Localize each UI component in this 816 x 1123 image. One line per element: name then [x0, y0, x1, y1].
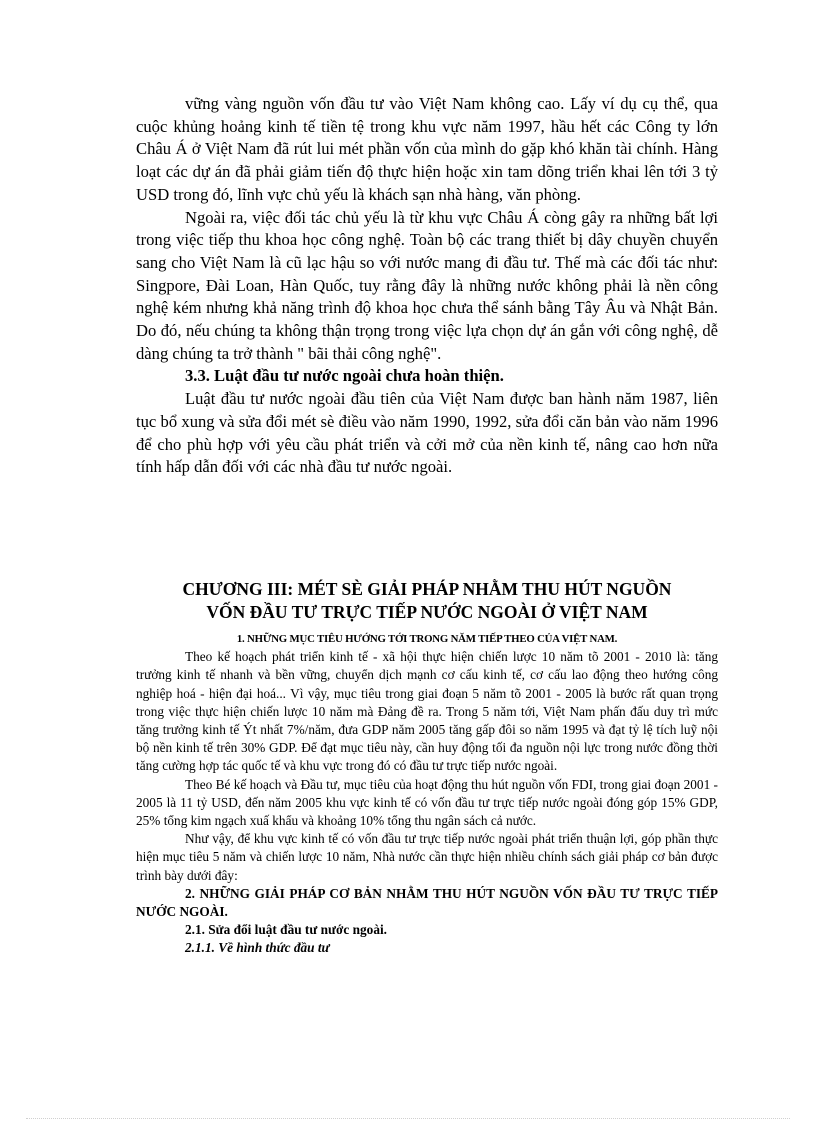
body-text-top	[136, 93, 718, 479]
heading-3-3: 3.3. Luật đầu tư nước ngoài chưa hoàn thiện.	[185, 366, 504, 386]
section-2-1-1-heading: 2.1.1. Về hình thức đầu tư	[185, 940, 330, 956]
chapter-title-line-1: CHƯƠNG III: MÉT SÈ GIẢI PHÁP NHẰM THU HÚT NGUỒN	[182, 579, 672, 599]
body-text-bottom	[136, 630, 718, 958]
paragraph-development-plan: Theo kế hoạch phát triển kinh tế - xã hội thực hiện chiến lược 10 năm tõ 2001 - 2010 là: tăng trưởng kinh tế nhanh và bền vững, chuyển dịch mạnh cơ cấu kinh tế, cơ cấu lao động theo hướng công nghiệp hoá - hiện đại hoá... Vì vậy, mục tiêu trong giai đoạn 5 năm tõ 2001 - 2005 là bước rất quan trọng trong việc thực hiện chiến lược 10 năm mà Đảng đề ra. Trong 5 năm tới, Việt Nam phấn đấu duy trì mức tăng trưởng kinh tế Ýt nhất 7%/năm, đưa GDP năm 2005 tăng gấp đôi so năm 1995 và đạt tỷ lệ tích luỹ nội bộ nền kinh tế trên 30% GDP. Để đạt mục tiêu này, cần huy động tối đa nguồn nội lực trong nước đồng thời tăng cường hợp tác quốc tế và khu vực trong đó có đầu tư trực tiếp nước ngoài.	[136, 649, 718, 774]
paragraph-fdi-targets: Theo Bé kế hoạch và Đầu tư, mục tiêu của hoạt động thu hút nguồn vốn FDI, trong giai đoạn 2001 - 2005 là 11 tỷ USD, đến năm 2005 khu vực kinh tế có vốn đầu tư trực tiếp nước ngoài đóng góp 15% GDP, 25% tổng kim ngạch xuấ khẩu và khoảng 10% tổng thu ngân sách cả nước.	[136, 776, 718, 829]
section-2-1-heading: 2.1. Sửa đổi luật đầu tư nước ngoài.	[185, 922, 387, 938]
chapter-title-line-2: VỐN ĐẦU TƯ TRỰC TIẾP NƯỚC NGOÀI Ở VIỆT NAM	[206, 602, 648, 622]
paragraph-capital-stability: vững vàng nguồn vốn đầu tư vào Việt Nam không cao. Lấy ví dụ cụ thể, qua cuộc khủng hoảng kinh tế tiền tệ trong khu vực năm 1997, hầu hết các Công ty lớn Châu Á ở Việt Nam đã rút lui mét phần vốn của mình do gặp khó khăn tài chính. Hàng loạt các dự án đã phải giảm tiến độ thực hiện hoặc xin tam dõng triển khai lên tới 3 tỷ USD trong đó, lĩnh vực chủ yếu là khách sạn nhà hàng, văn phòng.	[136, 94, 718, 204]
paragraph-policy-solutions: Như vậy, để khu vực kinh tế có vốn đầu tư trực tiếp nước ngoài phát triển thuận lợi, góp phần thực hiện mục tiêu 5 năm và chiến lược 10 năm, Nhà nước cần thực hiện nhiều chính sách giải pháp cơ bản được trình bày dưới đây:	[136, 831, 718, 883]
page-bottom-rule	[26, 1118, 790, 1119]
section-2-heading: 2. NHỮNG GIẢI PHÁP CƠ BẢN NHẰM THU HÚT NGUỒN VỐN ĐẦU TƯ TRỰC TIẾP NƯỚC NGOÀI.	[136, 885, 718, 920]
paragraph-foreign-investment-law: Luật đầu tư nước ngoài đầu tiên của Việt Nam được ban hành năm 1987, liên tục bổ xung và sửa đổi mét sè điều vào năm 1990, 1992, sửa đổi căn bản vào năm 1996 để cho phù hợp với yêu cầu phát triển và cởi mở của nền kinh tế, nâng cao hơn nữa tính hấp dẫn đối với các nhà đầu tư nước ngoài.	[136, 389, 718, 477]
section-1-heading: 1. NHỮNG MỤC TIÊU HƯỚNG TỚI TRONG NĂM TIẾP THEO CỦA VIỆT NAM.	[236, 633, 618, 645]
paragraph-technology-transfer: Ngoài ra, việc đối tác chủ yếu là từ khu vực Châu Á còng gây ra những bất lợi trong việc tiếp thu khoa học công nghệ. Toàn bộ các trang thiết bị dây chuyền chuyển sang cho Việt Nam là cũ lạc hậu so với nước mang đi đầu tư. Thế mà các đối tác như: Singpore, Đài Loan, Hàn Quốc, tuy rằng đây là những nước không phải là nền công nghệ kém nhưng khả năng trình độ khoa học chưa thể sánh bằng Tây Âu và Nhật Bản. Do đó, nếu chúng ta không thận trọng trong việc lựa chọn dự án gắn với công nghệ, dễ dàng chúng ta trở thành " bãi thải công nghệ".	[136, 207, 718, 363]
chapter-title	[136, 578, 718, 624]
